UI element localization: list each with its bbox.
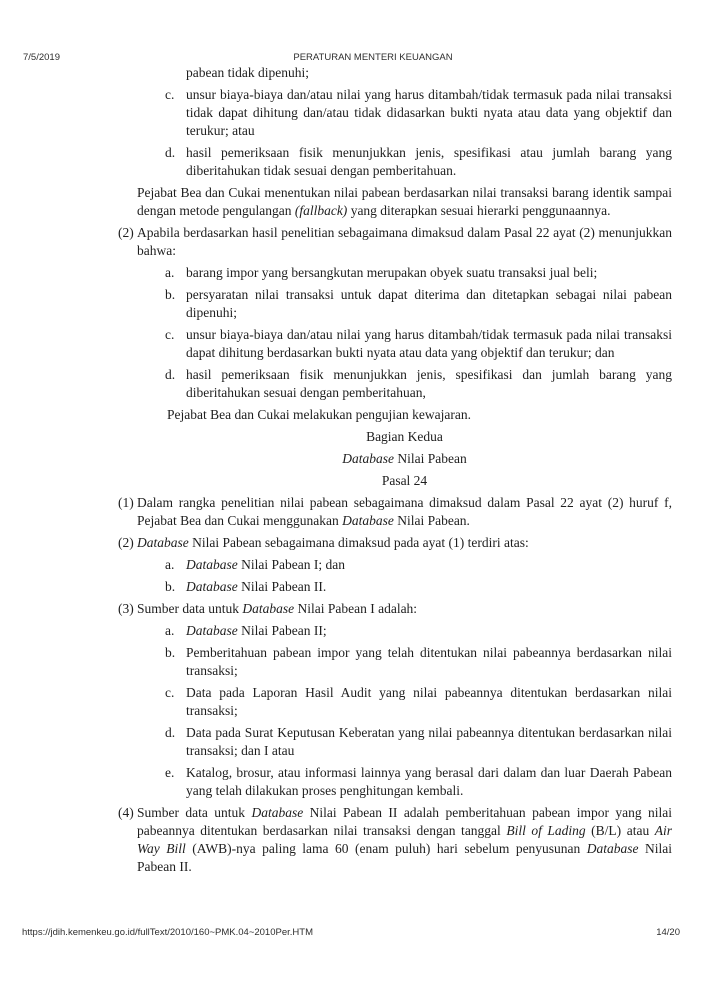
paragraph-closing: Pejabat Bea dan Cukai melakukan pengujian kewajaran. (167, 407, 472, 422)
item-text: Sumber data untuk Database Nilai Pabean I adalah: (137, 601, 418, 616)
page-number-indicator: 14/20 (656, 927, 680, 938)
lettered-item-a (165, 264, 672, 282)
item-text: Dalam rangka penelitian nilai pabean sebagaimana dimaksud dalam Pasal 22 ayat (2) huruf f, Pejabat Bea dan Cukai menggunakan Database Nilai Pabean. (137, 495, 672, 528)
section-subheading: Database Nilai Pabean (342, 451, 467, 466)
lettered-item-b (165, 578, 672, 596)
item-text: Database Nilai Pabean II; (186, 623, 327, 638)
lettered-item-c (165, 86, 672, 140)
item-marker: (4) (118, 805, 134, 820)
print-date: 7/5/2019 (23, 52, 60, 63)
item-marker: d. (165, 725, 176, 740)
lettered-item-c (165, 684, 672, 720)
numbered-item-4 (118, 804, 672, 876)
item-marker: e. (165, 765, 175, 780)
item-marker: (1) (118, 495, 134, 510)
lettered-item-d (165, 724, 672, 760)
paragraph: Pejabat Bea dan Cukai menentukan nilai pabean berdasarkan nilai transaksi barang identik sampai dengan metode pengulangan (fallback) yang diterapkan sesuai hierarki penggunaannya. (137, 185, 672, 218)
item-text: Database Nilai Pabean sebagaimana dimaksud pada ayat (1) terdiri atas: (137, 535, 529, 550)
document-running-title: PERATURAN MENTERI KEUANGAN (293, 52, 453, 63)
item-marker: b. (165, 645, 176, 660)
item-marker: (3) (118, 601, 134, 616)
item-marker: c. (165, 327, 175, 342)
item-text: barang impor yang bersangkutan merupakan obyek suatu transaksi jual beli; (186, 265, 598, 280)
item-marker: (2) (118, 535, 134, 550)
item-text: hasil pemeriksaan fisik menunjukkan jenis, spesifikasi dan jumlah barang yang diberitahukan sesuai dengan pemberitahuan, (186, 367, 672, 400)
lettered-item-b (165, 644, 672, 680)
item-marker: d. (165, 367, 176, 382)
item-text: Data pada Laporan Hasil Audit yang nilai pabeannya ditentukan berdasarkan nilai transaksi; (186, 685, 672, 718)
item-marker: a. (165, 265, 175, 280)
lettered-item-d (165, 366, 672, 402)
item-text: hasil pemeriksaan fisik menunjukkan jenis, spesifikasi atau jumlah barang yang diberitahukan tidak sesuai dengan pemberitahuan. (186, 145, 672, 178)
item-marker: d. (165, 145, 176, 160)
item-text: unsur biaya-biaya dan/atau nilai yang harus ditambah/tidak termasuk pada nilai transaksi dapat dihitung berdasarkan bukti nyata atau data yang objektif dan terukur; dan (186, 327, 672, 360)
lettered-item-a (165, 622, 672, 640)
item-text: persyaratan nilai transaksi untuk dapat diterima dan ditetapkan sebagai nilai pabean dipenuhi; (186, 287, 672, 320)
lettered-item-c (165, 326, 672, 362)
paragraph-continuation: pabean tidak dipenuhi; (186, 65, 309, 80)
numbered-item-2 (118, 534, 672, 552)
item-text: Database Nilai Pabean I; dan (186, 557, 345, 572)
numbered-item-1 (118, 494, 672, 530)
item-marker: a. (165, 557, 175, 572)
item-text: Katalog, brosur, atau informasi lainnya yang berasal dari dalam dan luar Daerah Pabean yang telah dilakukan proses penghitungan kembali. (186, 765, 672, 798)
item-marker: c. (165, 685, 175, 700)
item-text: Apabila berdasarkan hasil penelitian sebagaimana dimaksud dalam Pasal 22 ayat (2) menunjukkan bahwa: (137, 225, 672, 258)
source-url: https://jdih.kemenkeu.go.id/fullText/2010/160~PMK.04~2010Per.HTM (22, 927, 313, 938)
item-marker: (2) (118, 225, 134, 240)
item-marker: a. (165, 623, 175, 638)
item-marker: b. (165, 579, 176, 594)
article-heading: Pasal 24 (381, 473, 428, 488)
print-footer (0, 927, 707, 941)
item-text: unsur biaya-biaya dan/atau nilai yang harus ditambah/tidak termasuk pada nilai transaksi tidak dapat dihitung dan/atau tidak didasarkan bukti nyata atau data yang objektif dan terukur; atau (186, 87, 672, 138)
numbered-item-3 (118, 600, 672, 618)
numbered-item-2 (118, 224, 672, 260)
item-marker: b. (165, 287, 176, 302)
item-text: Pemberitahuan pabean impor yang telah ditentukan nilai pabeannya berdasarkan nilai transaksi; (186, 645, 672, 678)
item-text: Sumber data untuk Database Nilai Pabean II adalah pemberitahuan pabean impor yang nilai pabeannya ditentukan berdasarkan nilai transaksi dengan tanggal Bill of Lading (B/L) atau Air Way Bill (AWB)-nya paling lama 60 (enam puluh) hari sebelum penyusunan Database Nilai Pabean II. (137, 805, 673, 874)
document-body (118, 64, 672, 880)
lettered-item-e (165, 764, 672, 800)
lettered-item-b (165, 286, 672, 322)
item-marker: c. (165, 87, 175, 102)
lettered-item-a (165, 556, 672, 574)
section-heading: Bagian Kedua (366, 429, 443, 444)
item-text: Database Nilai Pabean II. (186, 579, 327, 594)
lettered-item-d (165, 144, 672, 180)
item-text: Data pada Surat Keputusan Keberatan yang nilai pabeannya ditentukan berdasarkan nilai transaksi; dan I atau (186, 725, 672, 758)
